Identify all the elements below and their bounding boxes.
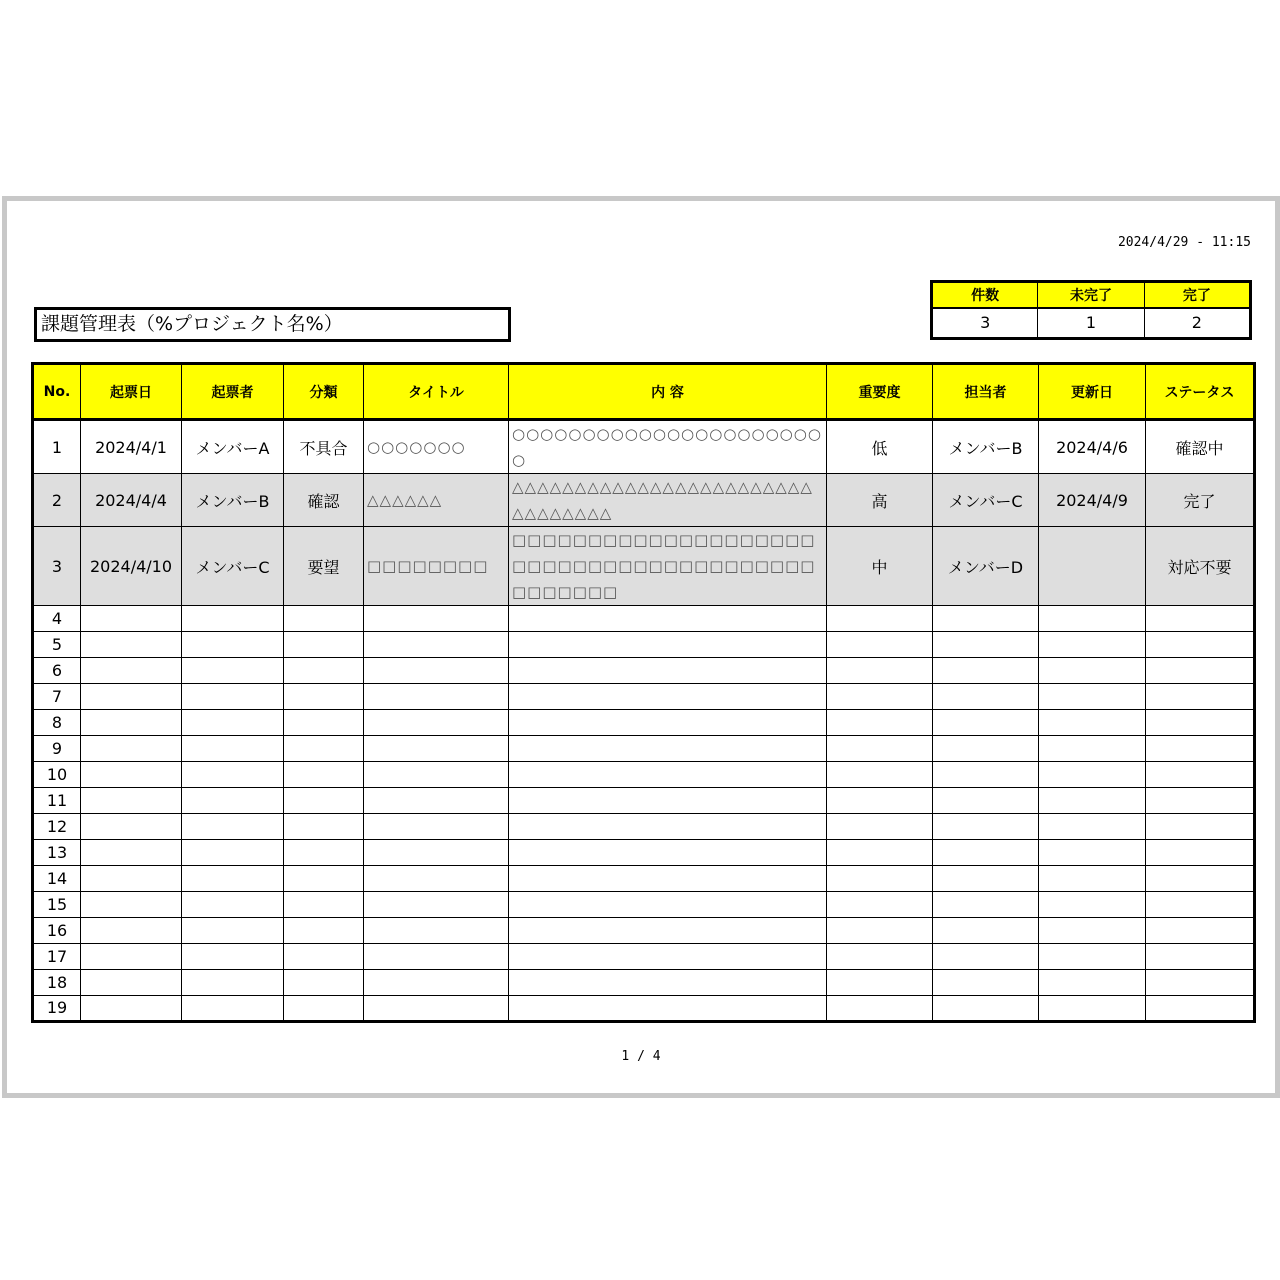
table-row [33, 658, 1255, 684]
cell-empty [827, 996, 933, 1022]
print-page [2, 196, 1280, 1098]
cell-empty [1039, 866, 1146, 892]
cell-empty [933, 996, 1039, 1022]
col-header-title: タイトル [364, 364, 509, 420]
cell-empty [1146, 606, 1255, 632]
cell-empty [1146, 866, 1255, 892]
cell-created-date: 2024/4/1 [81, 420, 182, 474]
cell-empty [81, 736, 182, 762]
cell-empty [284, 684, 364, 710]
page-title: 課題管理表（%プロジェクト名%） [34, 307, 511, 342]
cell-no: 16 [33, 918, 81, 944]
cell-empty [827, 684, 933, 710]
cell-content: △△△△△△△△△△△△△△△△△△△△△△△△△△△△△△△△ [509, 474, 827, 527]
col-header-updated-date: 更新日 [1039, 364, 1146, 420]
cell-empty [509, 658, 827, 684]
col-header-status: ステータス [1146, 364, 1255, 420]
cell-reporter: メンバーC [182, 527, 284, 606]
cell-empty [364, 970, 509, 996]
cell-empty [933, 892, 1039, 918]
cell-empty [81, 606, 182, 632]
cell-reporter: メンバーB [182, 474, 284, 527]
cell-empty [933, 866, 1039, 892]
cell-empty [1039, 684, 1146, 710]
cell-empty [81, 944, 182, 970]
cell-empty [364, 944, 509, 970]
table-row [33, 420, 1255, 474]
cell-empty [827, 606, 933, 632]
cell-created-date: 2024/4/4 [81, 474, 182, 527]
table-row [33, 474, 1255, 527]
cell-empty [364, 996, 509, 1022]
cell-empty [81, 996, 182, 1022]
cell-content: □□□□□□□□□□□□□□□□□□□□□□□□□□□□□□□□□□□□□□□□□□□□□□□ [509, 527, 827, 606]
cell-empty [509, 736, 827, 762]
cell-empty [1146, 970, 1255, 996]
cell-reporter: メンバーA [182, 420, 284, 474]
cell-empty [364, 684, 509, 710]
table-row [33, 736, 1255, 762]
cell-no: 19 [33, 996, 81, 1022]
cell-empty [1146, 918, 1255, 944]
cell-empty [81, 684, 182, 710]
cell-empty [827, 814, 933, 840]
cell-assignee: メンバーC [933, 474, 1039, 527]
cell-title: ○○○○○○○ [364, 420, 509, 474]
col-header-reporter: 起票者 [182, 364, 284, 420]
cell-no: 12 [33, 814, 81, 840]
cell-empty [1039, 632, 1146, 658]
cell-empty [284, 996, 364, 1022]
cell-empty [827, 970, 933, 996]
table-row [33, 918, 1255, 944]
cell-empty [933, 736, 1039, 762]
cell-empty [364, 840, 509, 866]
cell-empty [1146, 658, 1255, 684]
cell-empty [364, 658, 509, 684]
col-header-content: 内 容 [509, 364, 827, 420]
col-header-priority: 重要度 [827, 364, 933, 420]
summary-header-total: 件数 [932, 282, 1038, 308]
page-indicator: 1 / 4 [621, 1049, 661, 1064]
table-row [33, 944, 1255, 970]
cell-empty [1039, 970, 1146, 996]
cell-empty [81, 762, 182, 788]
cell-empty [509, 814, 827, 840]
cell-empty [509, 606, 827, 632]
col-header-category: 分類 [284, 364, 364, 420]
cell-empty [827, 632, 933, 658]
summary-value-total: 3 [932, 308, 1038, 339]
cell-empty [1039, 658, 1146, 684]
cell-empty [284, 762, 364, 788]
cell-empty [182, 710, 284, 736]
cell-empty [509, 892, 827, 918]
table-row [33, 684, 1255, 710]
cell-empty [182, 840, 284, 866]
cell-empty [509, 632, 827, 658]
cell-empty [182, 762, 284, 788]
cell-empty [827, 944, 933, 970]
cell-empty [284, 658, 364, 684]
cell-empty [364, 918, 509, 944]
table-row [33, 632, 1255, 658]
cell-empty [509, 866, 827, 892]
cell-empty [81, 788, 182, 814]
cell-status: 対応不要 [1146, 527, 1255, 606]
cell-status: 完了 [1146, 474, 1255, 527]
empty-rows [33, 606, 1255, 1022]
cell-created-date: 2024/4/10 [81, 527, 182, 606]
cell-empty [364, 866, 509, 892]
cell-title: □□□□□□□□ [364, 527, 509, 606]
cell-empty [182, 814, 284, 840]
cell-no: 10 [33, 762, 81, 788]
cell-empty [81, 970, 182, 996]
cell-empty [364, 632, 509, 658]
cell-updated-date [1039, 527, 1146, 606]
cell-empty [1039, 606, 1146, 632]
table-row [33, 892, 1255, 918]
summary-header-open: 未完了 [1038, 282, 1144, 308]
summary-value-open: 1 [1038, 308, 1144, 339]
cell-empty [182, 684, 284, 710]
cell-no: 4 [33, 606, 81, 632]
cell-empty [1146, 762, 1255, 788]
cell-empty [1146, 840, 1255, 866]
table-row [33, 814, 1255, 840]
cell-empty [182, 918, 284, 944]
cell-empty [364, 736, 509, 762]
cell-empty [182, 970, 284, 996]
cell-priority: 中 [827, 527, 933, 606]
cell-content: ○○○○○○○○○○○○○○○○○○○○○○○ [509, 420, 827, 474]
cell-no: 6 [33, 658, 81, 684]
summary-value-done: 2 [1144, 308, 1250, 339]
cell-empty [81, 918, 182, 944]
summary-header-done: 完了 [1144, 282, 1250, 308]
cell-empty [933, 840, 1039, 866]
cell-empty [81, 658, 182, 684]
cell-empty [1039, 762, 1146, 788]
cell-empty [284, 892, 364, 918]
cell-empty [182, 606, 284, 632]
cell-priority: 低 [827, 420, 933, 474]
cell-empty [182, 866, 284, 892]
cell-empty [509, 996, 827, 1022]
cell-empty [182, 996, 284, 1022]
cell-title: △△△△△△ [364, 474, 509, 527]
cell-empty [827, 840, 933, 866]
cell-no: 17 [33, 944, 81, 970]
cell-empty [933, 762, 1039, 788]
cell-empty [284, 970, 364, 996]
cell-empty [1039, 788, 1146, 814]
cell-empty [1039, 996, 1146, 1022]
col-header-no: No. [33, 364, 81, 420]
cell-category: 要望 [284, 527, 364, 606]
cell-empty [509, 944, 827, 970]
cell-empty [509, 970, 827, 996]
cell-empty [364, 762, 509, 788]
cell-category: 不具合 [284, 420, 364, 474]
cell-no: 1 [33, 420, 81, 474]
table-row [33, 527, 1255, 606]
cell-empty [81, 710, 182, 736]
cell-empty [933, 658, 1039, 684]
cell-empty [284, 840, 364, 866]
cell-empty [933, 970, 1039, 996]
cell-empty [1146, 892, 1255, 918]
cell-no: 15 [33, 892, 81, 918]
cell-empty [284, 944, 364, 970]
cell-empty [933, 710, 1039, 736]
cell-empty [364, 788, 509, 814]
cell-empty [509, 840, 827, 866]
table-row [33, 762, 1255, 788]
cell-empty [1146, 710, 1255, 736]
cell-empty [284, 866, 364, 892]
cell-empty [827, 866, 933, 892]
col-header-assignee: 担当者 [933, 364, 1039, 420]
cell-empty [364, 814, 509, 840]
cell-no: 13 [33, 840, 81, 866]
cell-empty [827, 918, 933, 944]
cell-status: 確認中 [1146, 420, 1255, 474]
cell-assignee: メンバーB [933, 420, 1039, 474]
cell-empty [182, 892, 284, 918]
cell-no: 5 [33, 632, 81, 658]
cell-empty [81, 866, 182, 892]
cell-no: 8 [33, 710, 81, 736]
cell-updated-date: 2024/4/9 [1039, 474, 1146, 527]
cell-empty [827, 710, 933, 736]
cell-empty [1146, 996, 1255, 1022]
cell-empty [933, 606, 1039, 632]
cell-empty [827, 762, 933, 788]
print-timestamp: 2024/4/29 - 11:15 [1117, 235, 1251, 250]
table-row [33, 970, 1255, 996]
cell-empty [284, 632, 364, 658]
cell-empty [933, 814, 1039, 840]
cell-empty [1146, 788, 1255, 814]
cell-no: 18 [33, 970, 81, 996]
cell-empty [1039, 892, 1146, 918]
cell-no: 9 [33, 736, 81, 762]
cell-empty [933, 918, 1039, 944]
cell-empty [1039, 710, 1146, 736]
cell-empty [81, 632, 182, 658]
cell-empty [1039, 814, 1146, 840]
cell-empty [827, 658, 933, 684]
cell-empty [509, 762, 827, 788]
cell-empty [933, 788, 1039, 814]
cell-empty [1146, 814, 1255, 840]
cell-empty [1146, 632, 1255, 658]
cell-empty [827, 736, 933, 762]
cell-no: 11 [33, 788, 81, 814]
summary-table [930, 280, 1252, 340]
issues-table [31, 362, 1256, 1023]
cell-no: 14 [33, 866, 81, 892]
table-row [33, 840, 1255, 866]
cell-empty [182, 736, 284, 762]
cell-empty [284, 788, 364, 814]
table-row [33, 866, 1255, 892]
cell-empty [182, 944, 284, 970]
cell-empty [364, 710, 509, 736]
cell-empty [284, 736, 364, 762]
cell-empty [933, 632, 1039, 658]
cell-category: 確認 [284, 474, 364, 527]
cell-empty [1039, 944, 1146, 970]
cell-no: 2 [33, 474, 81, 527]
cell-empty [1039, 736, 1146, 762]
cell-empty [284, 710, 364, 736]
cell-empty [827, 892, 933, 918]
cell-empty [1146, 736, 1255, 762]
cell-empty [1146, 684, 1255, 710]
cell-empty [81, 892, 182, 918]
cell-empty [509, 918, 827, 944]
cell-empty [81, 814, 182, 840]
table-row [33, 710, 1255, 736]
issues-header-row [33, 364, 1255, 420]
table-row [33, 606, 1255, 632]
cell-empty [509, 788, 827, 814]
cell-empty [509, 684, 827, 710]
cell-empty [1039, 840, 1146, 866]
cell-empty [364, 606, 509, 632]
cell-empty [364, 892, 509, 918]
cell-no: 7 [33, 684, 81, 710]
table-row [33, 996, 1255, 1022]
cell-empty [182, 632, 284, 658]
cell-priority: 高 [827, 474, 933, 527]
cell-empty [182, 658, 284, 684]
cell-empty [81, 840, 182, 866]
cell-empty [933, 944, 1039, 970]
cell-empty [827, 788, 933, 814]
cell-empty [284, 814, 364, 840]
cell-empty [933, 684, 1039, 710]
cell-empty [509, 710, 827, 736]
cell-empty [1146, 944, 1255, 970]
table-row [33, 788, 1255, 814]
cell-empty [182, 788, 284, 814]
cell-empty [1039, 918, 1146, 944]
cell-empty [284, 606, 364, 632]
cell-no: 3 [33, 527, 81, 606]
cell-empty [284, 918, 364, 944]
cell-updated-date: 2024/4/6 [1039, 420, 1146, 474]
col-header-created-date: 起票日 [81, 364, 182, 420]
cell-assignee: メンバーD [933, 527, 1039, 606]
